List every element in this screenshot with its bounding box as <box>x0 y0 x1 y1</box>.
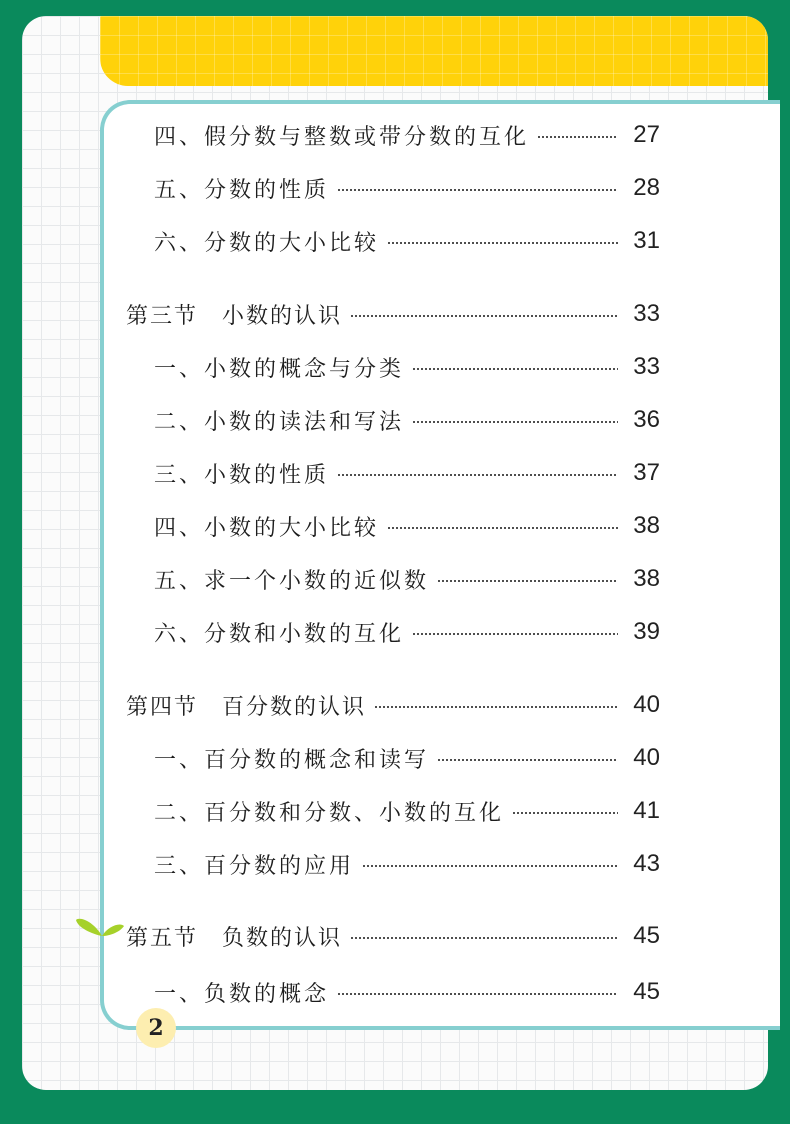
toc-entry-title: 四、小数的大小比较 <box>154 515 380 541</box>
toc-entry-page: 45 <box>633 922 660 949</box>
dot-leader <box>412 633 618 635</box>
header-band <box>100 16 768 86</box>
page-number-badge <box>136 1008 176 1048</box>
toc-entry-title: 五、分数的性质 <box>154 177 330 203</box>
toc-entry-page: 33 <box>633 300 660 327</box>
toc-section-title: 第五节 负数的认识 <box>126 925 343 951</box>
dot-leader <box>412 421 618 423</box>
dot-leader <box>337 993 618 995</box>
toc-entry-title: 一、百分数的概念和读写 <box>154 747 430 773</box>
toc-entry-page: 43 <box>633 850 660 877</box>
toc-entry[interactable] <box>154 741 660 775</box>
toc-entry[interactable] <box>154 224 660 258</box>
toc-entry-title: 三、小数的性质 <box>154 462 330 488</box>
toc-entry-title: 二、小数的读法和写法 <box>154 409 405 435</box>
toc-entry[interactable] <box>154 403 660 437</box>
toc-entry-page: 38 <box>633 565 660 592</box>
dot-leader <box>437 759 618 761</box>
toc-entry[interactable] <box>154 975 660 1009</box>
toc-entry-page: 38 <box>633 512 660 539</box>
toc-entry-title: 四、假分数与整数或带分数的互化 <box>154 124 530 150</box>
dot-leader <box>337 189 618 191</box>
toc-section-heading[interactable] <box>126 297 660 331</box>
toc-entry[interactable] <box>154 171 660 205</box>
toc-section-title: 第三节 小数的认识 <box>126 303 343 329</box>
toc-entry[interactable] <box>154 794 660 828</box>
toc-entry-title: 一、负数的概念 <box>154 981 330 1007</box>
toc-entry-page: 27 <box>633 121 660 148</box>
toc-entry-page: 45 <box>633 978 660 1005</box>
dot-leader <box>387 527 618 529</box>
toc-entry-page: 31 <box>633 227 660 254</box>
dot-leader <box>337 474 618 476</box>
toc-entry[interactable] <box>154 562 660 596</box>
toc-section-heading[interactable] <box>126 688 660 722</box>
dot-leader <box>537 136 618 138</box>
dot-leader <box>350 937 618 939</box>
toc-entry[interactable] <box>154 615 660 649</box>
dot-leader <box>412 368 618 370</box>
toc-entry-title: 二、百分数和分数、小数的互化 <box>154 800 505 826</box>
toc-entry-page: 33 <box>633 353 660 380</box>
toc-entry[interactable] <box>154 847 660 881</box>
toc-entry-title: 六、分数的大小比较 <box>154 230 380 256</box>
toc-entry-title: 一、小数的概念与分类 <box>154 356 405 382</box>
page-number: 2 <box>148 1015 164 1041</box>
leaf-sprout-icon <box>74 912 130 940</box>
dot-leader <box>362 865 618 867</box>
toc-entry[interactable] <box>154 509 660 543</box>
toc-entry[interactable] <box>154 350 660 384</box>
toc-entry[interactable] <box>154 456 660 490</box>
toc-entry-title: 六、分数和小数的互化 <box>154 621 405 647</box>
toc-entry-page: 40 <box>633 691 660 718</box>
dot-leader <box>437 580 618 582</box>
toc-entry-page: 37 <box>633 459 660 486</box>
toc-entry[interactable] <box>154 118 660 152</box>
dot-leader <box>374 706 618 708</box>
toc-entry-page: 28 <box>633 174 660 201</box>
toc-entry-title: 五、求一个小数的近似数 <box>154 568 430 594</box>
toc-entry-page: 36 <box>633 406 660 433</box>
toc-section-title: 第四节 百分数的认识 <box>126 694 367 720</box>
toc-section-heading[interactable] <box>126 919 660 953</box>
dot-leader <box>512 812 618 814</box>
toc-entry-title: 三、百分数的应用 <box>154 853 355 879</box>
toc-entry-page: 39 <box>633 618 660 645</box>
toc-entry-page: 41 <box>633 797 660 824</box>
dot-leader <box>387 242 618 244</box>
dot-leader <box>350 315 618 317</box>
toc-entry-page: 40 <box>633 744 660 771</box>
